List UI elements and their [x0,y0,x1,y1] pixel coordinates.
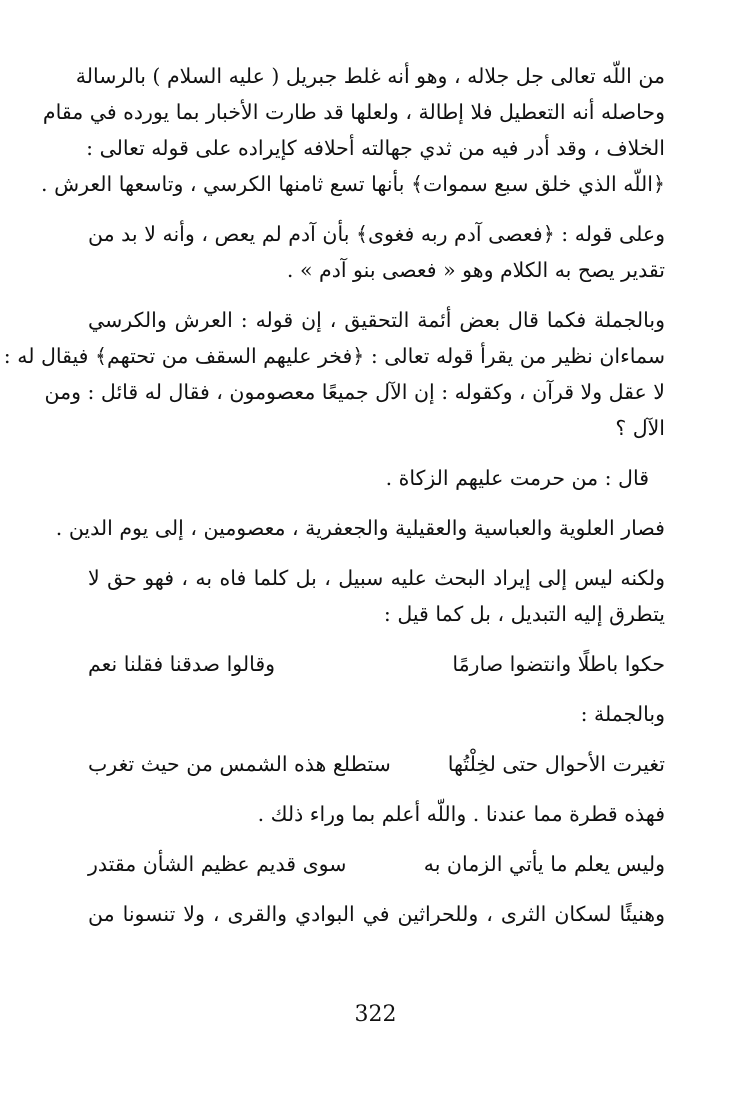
verse-line [88,846,665,882]
paragraph-3 [3,302,665,446]
text-line: تقدير يصح به الكلام وهو « فعصى بنو آدم » . [286,258,665,282]
text-line: لا عقل ولا قرآن ، وكقوله : إن الآل جميعًا معصومون ، فقال له قائل : ومن [44,380,665,404]
text-line: وبالجملة : [580,702,665,726]
text-line: الخلاف ، وقد أدر فيه من ثدي جهالته أحلافه كإيراده على قوله تعالى : [86,136,665,160]
text-line: من اللّه تعالى جل جلاله ، وهو أنه غلط جبريل ( عليه السلام ) بالرسالة [75,64,665,88]
paragraph-6 [88,560,665,632]
poetry-verse-2 [88,746,665,782]
closing-paragraph [88,796,665,832]
verse-line [88,746,665,782]
page-number: 322 [354,1002,397,1027]
poetry-verse-3 [88,846,665,882]
text-line: الآل ؟ [615,416,665,440]
verse-line [88,646,665,682]
verse-first-hemistich: تغيرت الأحوال حتى لخِلْتُها [447,752,665,776]
paragraph-5 [55,510,665,546]
text-line: وحاصله أنه التعطيل فلا إطالة ، ولعلها قد طارت الأخبار بما يورده في مقام [42,100,665,124]
text-line: فهذه قطرة مما عندنا . واللّه أعلم بما وراء ذلك . [257,802,665,826]
poetry-verse-1 [88,646,665,682]
verse-second-hemistich: سوى قديم عظيم الشأن مقتدر [88,852,347,876]
text-line: وعلى قوله : ﴿فعصى آدم ربه فغوى﴾ بأن آدم لم يعص ، وأنه لا بد من [88,222,665,246]
text-line: سماءان نظير من يقرأ قوله تعالى : ﴿فخر عليهم السقف من تحتهم﴾ فيقال له : [3,344,665,368]
connector-line [88,696,665,732]
final-paragraph [88,896,665,932]
text-line: فصار العلوية والعباسية والعقيلية والجعفرية ، معصومين ، إلى يوم الدين . [55,516,665,540]
verse-first-hemistich: حكوا باطلًا وانتضوا صارمًا [452,652,665,676]
paragraph-2 [88,216,665,288]
verse-second-hemistich: وقالوا صدقنا فقلنا نعم [88,652,276,676]
text-line: وهنيئًا لسكان الثرى ، وللحراثين في البوادي والقرى ، ولا تنسونا من [88,902,665,926]
paragraph-4 [88,460,665,496]
text-line: قال : من حرمت عليهم الزكاة . [385,466,649,490]
paragraph-1 [41,58,665,202]
text-line: ﴿اللّه الذي خلق سبع سموات﴾ بأنها تسع ثامنها الكرسي ، وتاسعها العرش . [41,172,665,196]
verse-first-hemistich: وليس يعلم ما يأتي الزمان به [423,852,665,876]
text-line: يتطرق إليه التبديل ، بل كما قيل : [383,602,665,626]
text-line: وبالجملة فكما قال بعض أئمة التحقيق ، إن قوله : العرش والكرسي [88,308,665,332]
text-line: ولكنه ليس إلى إيراد البحث عليه سبيل ، بل كلما فاه به ، فهو حق لا [88,566,665,590]
verse-second-hemistich: ستطلع هذه الشمس من حيث تغرب [88,752,391,776]
